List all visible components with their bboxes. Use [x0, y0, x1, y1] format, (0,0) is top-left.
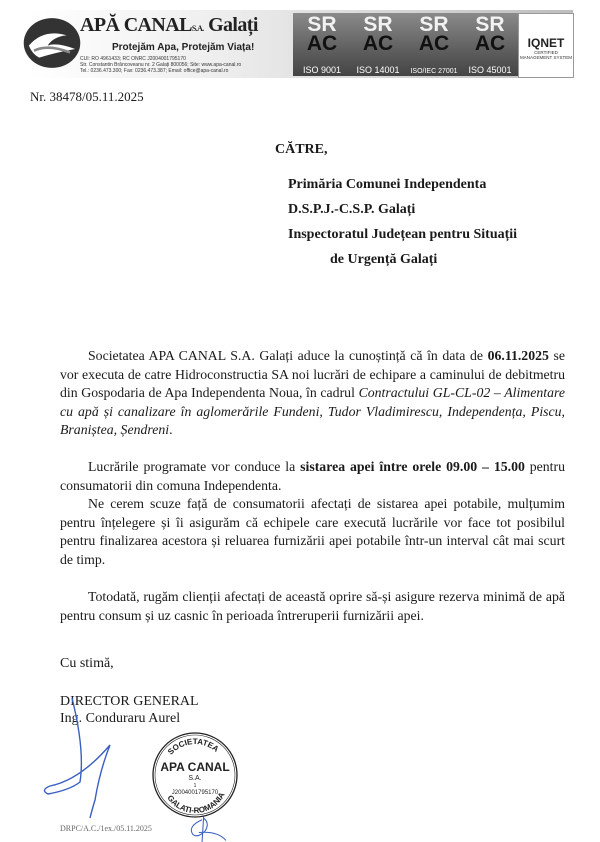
- bold-text: sistarea apei între orele 09.00 – 15.00: [300, 459, 525, 474]
- certification-badge: SR AC ISO 14001: [349, 13, 407, 76]
- slogan: Protejăm Apa, Protejăm Viața!: [112, 42, 255, 53]
- certification-badge: SR AC ISO/IEC 27001: [405, 13, 463, 76]
- paragraph-line: [60, 478, 565, 494]
- contact-line: Tel.: 0236.473.300; Fax: 0236.473.387; Email: office@apa-canal.ro: [80, 68, 229, 74]
- stamp-registration: J2004001795170: [171, 790, 219, 796]
- text: consumatorii din comuna Independenta.: [60, 477, 282, 493]
- paragraph-line: [88, 459, 565, 475]
- stamp-outer-text: SOCIETATEA: [166, 736, 221, 757]
- text: de timp.: [60, 551, 106, 567]
- paragraph-line: [60, 552, 565, 568]
- text: pentru: [524, 459, 566, 474]
- text: .: [169, 422, 173, 438]
- contact-line: CUI: RO 4961433; RC ONRC J2004001795170: [80, 56, 186, 62]
- paragraph-line: [60, 533, 565, 549]
- closing: Cu stimă,: [60, 656, 114, 671]
- paragraph-line: [88, 348, 565, 364]
- paragraph-line: [88, 589, 565, 605]
- recipient: Primăria Comunei Independenta: [288, 177, 487, 192]
- recipient: de Urgență Galați: [330, 252, 438, 267]
- brand-name: APĂ CANALS.A. Galați: [80, 14, 258, 36]
- text: se: [548, 348, 565, 363]
- text: vor executa de catre Hidroconstructia SA noi lucrări de echipare a caminului de debitmetru: [60, 366, 565, 382]
- signatory-title: DIRECTOR GENERAL: [60, 694, 199, 709]
- paragraph-line: [60, 515, 565, 531]
- paragraph-line: [60, 385, 565, 401]
- to-label: CĂTRE,: [275, 142, 328, 157]
- iqnet-badge: IQNET CERTIFIED MANAGEMENT SYSTEM: [518, 13, 574, 78]
- director-signature: [40, 690, 160, 820]
- signatory-name: Ing. Conduraru Aurel: [60, 711, 181, 726]
- svg-text:SOCIETATEA: [166, 737, 221, 757]
- bold-text: 06.11.2025: [487, 348, 549, 363]
- certification-badge: SR AC ISO 45001: [461, 13, 519, 76]
- stamp-name: APA CANAL: [160, 760, 230, 774]
- text: Societatea APA CANAL S.A. Galați aduce la cunoștință că în data de: [88, 348, 488, 363]
- text: Totodată, rugăm clienții afectați de această oprire să-și asigure rezerva minimă de apă: [88, 589, 565, 604]
- paragraph-line: [60, 404, 565, 420]
- paragraph-line: [60, 367, 565, 383]
- document-number: Nr. 38478/05.11.2025: [30, 89, 144, 104]
- water-swirl-logo-icon: [22, 12, 82, 74]
- italic-text: Braniștea, Șendreni: [60, 422, 170, 438]
- certification-badge: SR AC ISO 9001: [293, 13, 351, 76]
- stamp-number: 1: [193, 783, 197, 789]
- text: pentru înțelegere și îi asigurăm că echipele care execută lucrările vor face tot posibilul: [60, 514, 565, 530]
- text: pentru consum și uz casnic în perioada întreruperii furnizării apei.: [60, 607, 424, 623]
- recipient: Inspectoratul Județean pentru Situații: [288, 227, 518, 242]
- text: din Gospodaria de Apa Independenta Noua, în cadrul: [60, 385, 359, 401]
- paragraph-line: [60, 422, 565, 438]
- text: Ne cerem scuze față de consumatorii afectați de sistarea apei potabile, mulțumim: [88, 496, 565, 511]
- paragraph-line: [88, 496, 565, 512]
- paragraph-line: [60, 608, 565, 624]
- stamp-city: GALATI-ROMANIA: [165, 790, 227, 816]
- italic-text: cu apă și canalizare în aglomerările Fundeni, Tudor Vladimirescu, Independența, Piscu,: [60, 403, 565, 419]
- stamp-type: S.A.: [188, 775, 202, 782]
- recipient: D.S.P.J.-C.S.P. Galați: [288, 202, 416, 217]
- italic-text: Contractului GL-CL-02 – Alimentare: [358, 385, 565, 401]
- contact-line: Str. Constantin Brâncoveanu nr. 2 Galați 800056; Site: www.apa-canal.ro: [80, 62, 242, 68]
- text: pentru finalizarea acestora și reluarea furnizării apei potabile într-un interval cât mai scurt: [60, 533, 565, 549]
- reference-code: DRPC/A.C./1ex./05.11.2025: [60, 824, 152, 833]
- text: Lucrările programate vor conduce la: [88, 459, 301, 474]
- initials-signature: [180, 815, 240, 842]
- company-stamp: [150, 730, 240, 820]
